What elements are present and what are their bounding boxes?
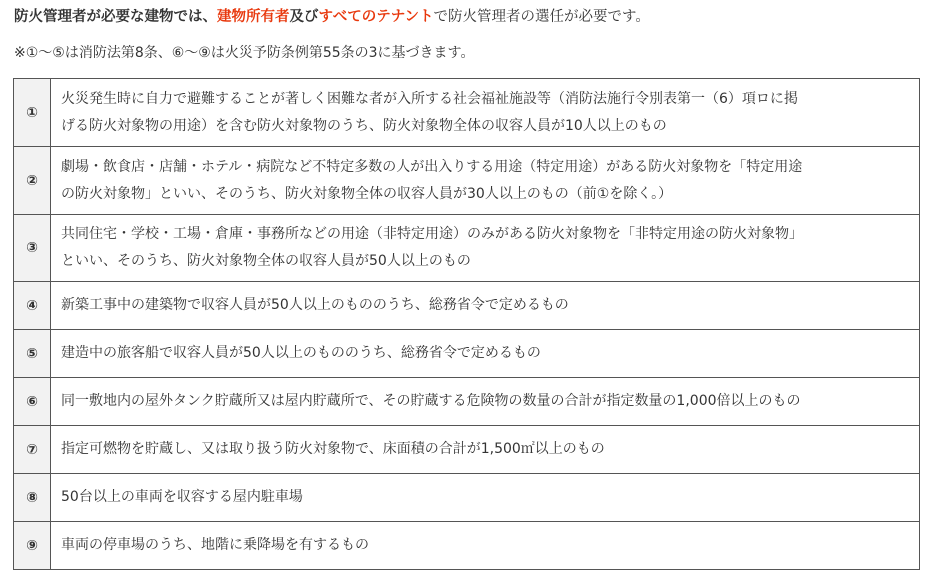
- row-description: [51, 215, 920, 282]
- table-row: [14, 522, 920, 570]
- row-description-line: げる防火対象物の用途）を含む防火対象物のうち、防火対象物全体の収容人員が10人以上のもの: [61, 117, 667, 134]
- row-number: ①: [14, 79, 51, 147]
- row-number: ②: [14, 147, 51, 215]
- table-row: [14, 426, 920, 474]
- table-row: [14, 79, 920, 147]
- table-row: [14, 378, 920, 426]
- row-number: ⑦: [14, 426, 51, 474]
- row-description-line: の防火対象物」といい、そのうち、防火対象物全体の収容人員が30人以上のもの（前①を除く。）: [61, 185, 673, 202]
- row-number: ⑧: [14, 474, 51, 522]
- intro-part-3: 及び: [289, 9, 319, 25]
- row-description: [51, 147, 920, 215]
- table-row: [14, 330, 920, 378]
- intro-highlight-tenants: すべてのテナント: [318, 9, 434, 25]
- requirements-table: [13, 78, 920, 570]
- row-number: ③: [14, 215, 51, 282]
- row-number: ⑨: [14, 522, 51, 570]
- intro-text: [14, 6, 650, 28]
- row-description-line: 共同住宅・学校・工場・倉庫・事務所などの用途（非特定用途）のみがある防火対象物を「非特定用途の防火対象物」: [61, 226, 803, 242]
- row-number: ⑤: [14, 330, 51, 378]
- row-description-line: といい、そのうち、防火対象物全体の収容人員が50人以上のもの: [61, 253, 471, 269]
- intro-part-1: 防火管理者が必要な建物では、: [14, 9, 217, 25]
- row-description: 50台以上の車両を収容する屋内駐車場: [51, 474, 920, 522]
- table-row: [14, 215, 920, 282]
- row-description: 建造中の旅客船で収容人員が50人以上のもののうち、総務省令で定めるもの: [51, 330, 920, 378]
- row-description: [51, 79, 920, 147]
- table-row: [14, 282, 920, 330]
- legal-basis-note: ※①～⑤は消防法第8条、⑥～⑨は火災予防条例第55条の3に基づきます。: [14, 45, 475, 61]
- row-description-line: 劇場・飲食店・店舗・ホテル・病院など不特定多数の人が出入りする用途（特定用途）がある防火対象物を「特定用途: [61, 158, 803, 175]
- row-description: 同一敷地内の屋外タンク貯蔵所又は屋内貯蔵所で、その貯蔵する危険物の数量の合計が指定数量の1,000倍以上のもの: [51, 378, 920, 426]
- row-description: 車両の停車場のうち、地階に乗降場を有するもの: [51, 522, 920, 570]
- intro-part-5: で防火管理者の選任が必要です。: [433, 9, 650, 25]
- row-description: 新築工事中の建築物で収容人員が50人以上のもののうち、総務省令で定めるもの: [51, 282, 920, 330]
- row-description: 指定可燃物を貯蔵し、又は取り扱う防火対象物で、床面積の合計が1,500㎡以上のもの: [51, 426, 920, 474]
- table-row: [14, 147, 920, 215]
- row-description-line: 火災発生時に自力で避難することが著しく困難な者が入所する社会福祉施設等（消防法施行令別表第一（6）項ロに掲: [61, 90, 798, 107]
- table-row: [14, 474, 920, 522]
- intro-highlight-owner: 建物所有者: [217, 9, 290, 25]
- row-number: ④: [14, 282, 51, 330]
- row-number: ⑥: [14, 378, 51, 426]
